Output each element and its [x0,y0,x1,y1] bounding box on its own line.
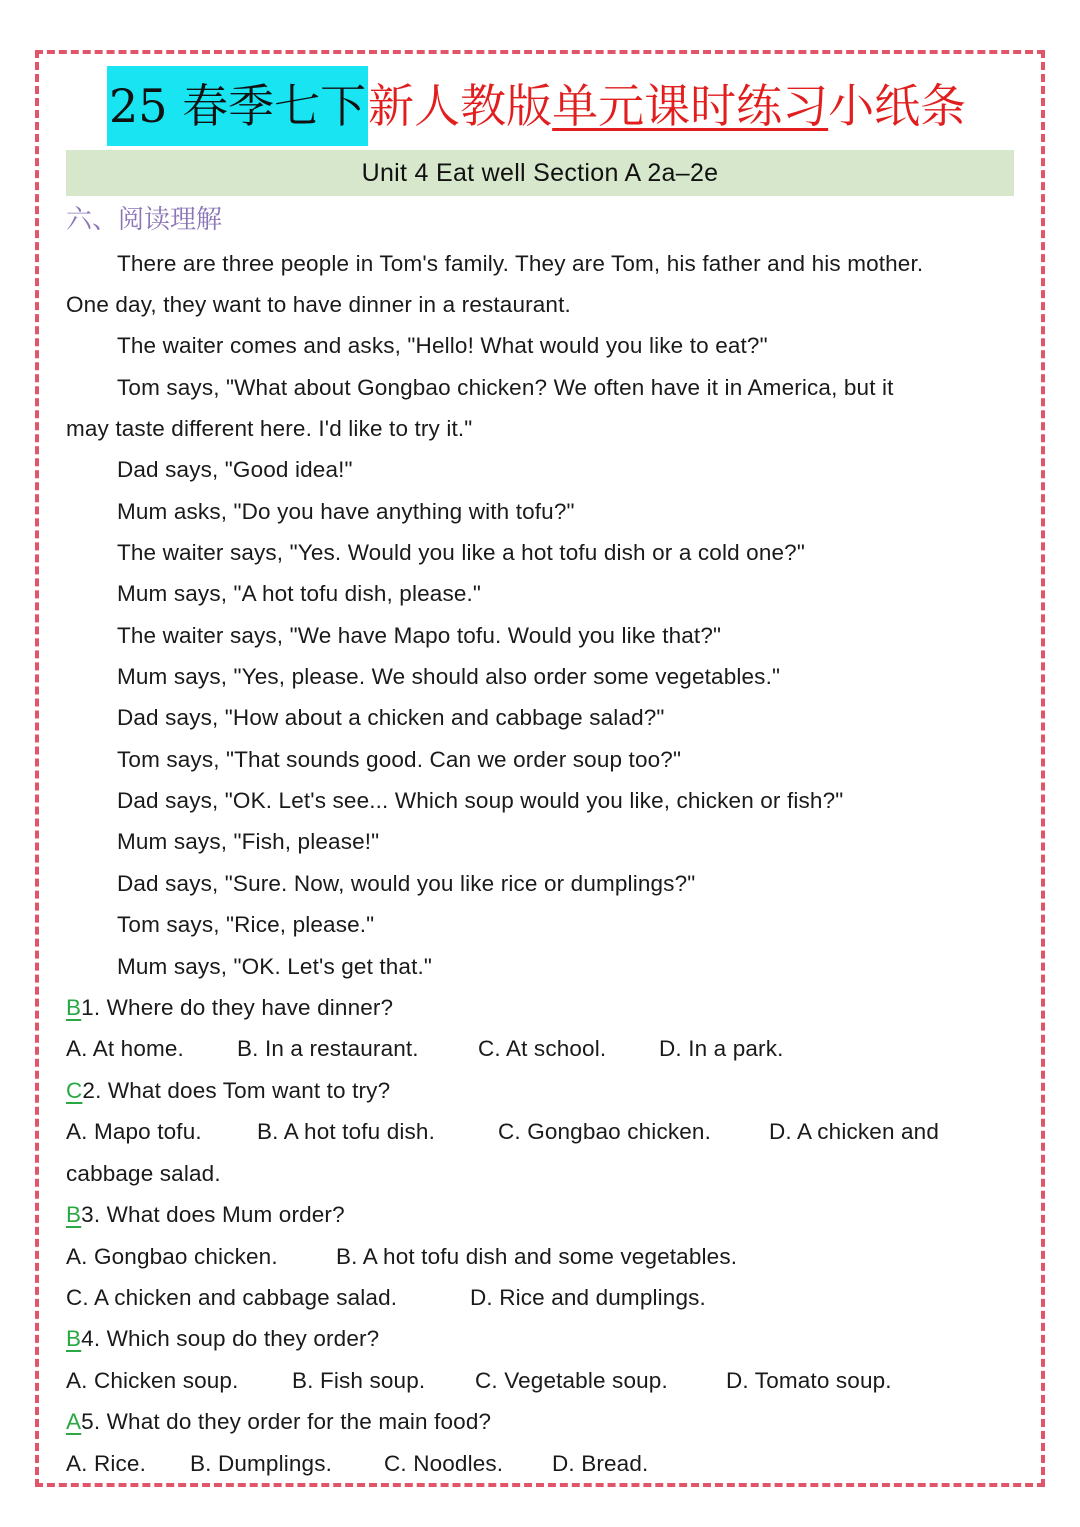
passage-line: The waiter says, "We have Mapo tofu. Would you like that?" [117,623,722,648]
answer-mark: C [66,1078,83,1103]
question-4 [66,1319,1026,1359]
passage-line: Mum says, "Fish, please!" [117,829,380,854]
passage-line: Tom says, "What about Gongbao chicken? We often have it in America, but it [117,375,894,400]
passage-line: Dad says, "OK. Let's see... Which soup would you like, chicken or fish?" [117,788,844,813]
option-b: B. Dumplings. [190,1451,333,1476]
question-1-options [66,1029,1026,1069]
passage-line: The waiter says, "Yes. Would you like a hot tofu dish or a cold one?" [117,540,805,565]
question-5-options [66,1444,1026,1484]
unit-banner: Unit 4 Eat well Section A 2a–2e [66,150,1014,196]
option-b: B. A hot tofu dish. [257,1119,435,1144]
question-stem: 5. What do they order for the main food? [81,1409,492,1434]
passage-line: Mum says, "Yes, please. We should also order some vegetables." [117,664,781,689]
question-1 [66,988,1026,1028]
option-b: B. Fish soup. [292,1368,426,1393]
passage-line: One day, they want to have dinner in a restaurant. [66,292,571,317]
question-2 [66,1071,1026,1111]
option-a: A. Mapo tofu. [66,1119,202,1144]
question-4-options [66,1361,1026,1401]
passage-line: may taste different here. I'd like to try it." [66,416,473,441]
option-d-continuation: cabbage salad. [66,1161,221,1186]
passage-line: Dad says, "How about a chicken and cabbage salad?" [117,705,665,730]
answer-mark: B [66,1202,82,1227]
title-underlined: 单元课时练习 [552,79,829,133]
option-d: D. A chicken and [769,1119,940,1144]
option-c: C. Noodles. [384,1451,504,1476]
passage-line: The waiter comes and asks, "Hello! What would you like to eat?" [117,333,768,358]
question-3-options-row1 [66,1237,1026,1277]
passage-line: Mum says, "OK. Let's get that." [117,954,433,979]
option-d: D. In a park. [659,1036,784,1061]
passage-line: There are three people in Tom's family. They are Tom, his father and his mother. [117,251,924,276]
answer-mark: B [66,995,82,1020]
page-title [107,66,966,146]
passage-line: Dad says, "Sure. Now, would you like rice or dumplings?" [117,871,696,896]
option-d: D. Bread. [552,1451,649,1476]
option-d: D. Rice and dumplings. [470,1285,706,1310]
question-3 [66,1195,1026,1235]
answer-mark: A [66,1409,82,1434]
passage-line: Mum says, "A hot tofu dish, please." [117,581,482,606]
title-plain: 新人教版 [368,79,553,133]
passage-line: Tom says, "Rice, please." [117,912,375,937]
option-a: A. Chicken soup. [66,1368,239,1393]
passage-line: Tom says, "That sounds good. Can we order soup too?" [117,747,682,772]
section-heading: 六、阅读理解 [66,205,223,235]
option-b: B. In a restaurant. [237,1036,419,1061]
question-stem: 4. Which soup do they order? [81,1326,380,1351]
answer-mark: B [66,1326,82,1351]
option-d: D. Tomato soup. [726,1368,892,1393]
title-tail: 小纸条 [828,79,967,133]
question-2-options [66,1112,1026,1152]
question-3-options-row2 [66,1278,1026,1318]
option-c: C. Vegetable soup. [475,1368,668,1393]
option-a: A. At home. [66,1036,184,1061]
passage-line: Dad says, "Good idea!" [117,457,353,482]
question-stem: 3. What does Mum order? [81,1202,345,1227]
title-year-highlight: 25 春季七下 [107,66,368,146]
option-a: A. Gongbao chicken. [66,1244,278,1269]
question-stem: 2. What does Tom want to try? [82,1078,391,1103]
question-stem: 1. Where do they have dinner? [81,995,394,1020]
passage-line: Mum asks, "Do you have anything with tofu?" [117,499,575,524]
option-c: C. A chicken and cabbage salad. [66,1285,398,1310]
option-c: C. At school. [478,1036,607,1061]
option-b: B. A hot tofu dish and some vegetables. [336,1244,738,1269]
option-c: C. Gongbao chicken. [498,1119,711,1144]
question-5 [66,1402,1026,1442]
option-a: A. Rice. [66,1451,146,1476]
